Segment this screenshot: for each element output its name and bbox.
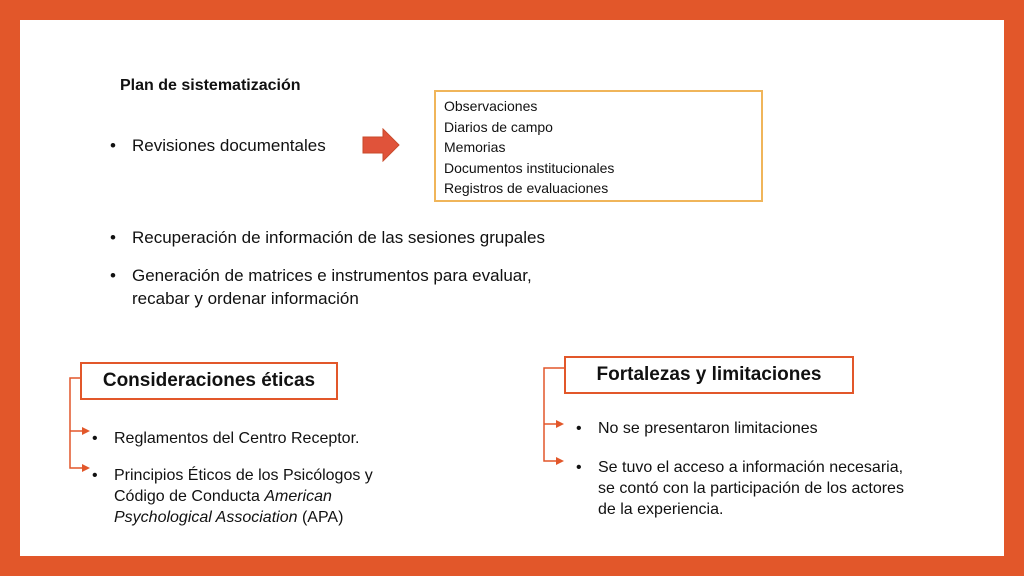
ethics-item-text: Principios Éticos de los Psicólogos y — [114, 467, 373, 484]
documents-box — [434, 90, 763, 202]
bullet-dot: • — [110, 136, 116, 155]
ethics-item-1 — [92, 428, 432, 450]
strengths-item-text-line2: se contó con la participación de los actores — [598, 480, 904, 497]
strengths-item-2 — [576, 457, 976, 523]
strengths-item-text-line3: de la experiencia. — [598, 501, 724, 518]
bullet-text: Revisiones documentales — [132, 136, 326, 155]
slide — [20, 20, 1004, 556]
bullet-dot: • — [92, 467, 98, 484]
bullet-generacion — [110, 265, 630, 309]
ethics-item-text-line2: Código de Conducta American — [114, 488, 332, 505]
strengths-item-text: Se tuvo el acceso a información necesaria, — [598, 459, 904, 476]
bullet-dot: • — [110, 228, 116, 247]
right-arrow-icon — [362, 128, 400, 162]
bullet-dot: • — [92, 430, 98, 447]
document-item: Observaciones — [444, 98, 538, 114]
strengths-item-1 — [576, 418, 916, 440]
ethics-item-text-line3: Psychological Association (APA) — [114, 509, 344, 526]
bullet-text-continued: recabar y ordenar información — [132, 289, 359, 308]
ethics-title: Consideraciones éticas — [80, 362, 338, 400]
document-item: Diarios de campo — [444, 118, 553, 135]
bullet-text: Recuperación de información de las sesiones grupales — [132, 228, 545, 247]
plan-title: Plan de sistematización — [120, 77, 301, 94]
bullet-dot: • — [576, 420, 582, 437]
strengths-item-text: No se presentaron limitaciones — [598, 420, 818, 437]
bullet-dot: • — [576, 459, 582, 476]
bullet-dot: • — [110, 266, 116, 285]
document-item: Documentos institucionales — [444, 159, 615, 176]
bullet-recuperacion — [110, 227, 630, 249]
strengths-title: Fortalezas y limitaciones — [564, 356, 854, 394]
ethics-item-text: Reglamentos del Centro Receptor. — [114, 430, 360, 447]
bullet-text: Generación de matrices e instrumentos para evaluar, — [132, 266, 532, 285]
document-item: Memorias — [444, 139, 506, 155]
ethics-item-2 — [92, 465, 452, 531]
document-item: Registros de evaluaciones — [444, 180, 609, 196]
